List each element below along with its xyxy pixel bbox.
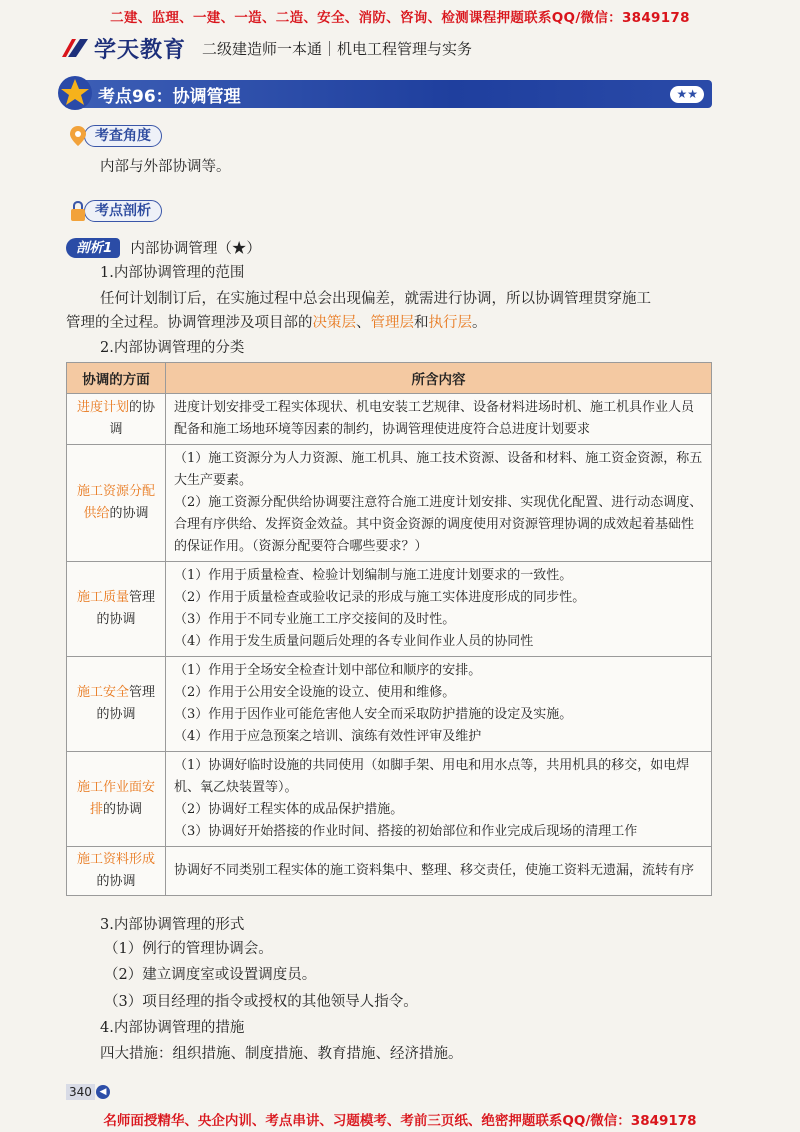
content-line: （3）作用于不同专业施工工序交接间的及时性。 [174, 612, 456, 627]
topic-bar [64, 80, 712, 108]
aspect-highlight: 施工资料形成 [76, 852, 155, 867]
content-line: 进度计划安排受工程实体现状、机电安装工艺规律、设备材料进场时机、施工机具作业人员配备和施工场地环境等因素的制约，协调管理使进度符合总进度计划要求 [174, 400, 695, 437]
form-item-2: （2）建立调度室或设置调度员。 [104, 967, 317, 983]
logo-text: 学天教育 [94, 37, 187, 63]
form-item-3: （3）项目经理的指令或授权的其他领导人指令。 [104, 994, 418, 1010]
book-title: 二级建造师一本通｜机电工程管理与实务 [202, 39, 473, 58]
content-line: （2）作用于质量检查或验收记录的形成与施工实体进度形成的同步性。 [174, 590, 586, 605]
content-cell [166, 562, 712, 657]
text: 和 [414, 315, 429, 331]
section-label: 考查角度 [84, 125, 162, 147]
content-line: （3）协调好开始搭接的作业时间、搭接的初始部位和作业完成后现场的清理工作 [174, 824, 638, 839]
analysis-heading [66, 237, 261, 258]
bottom-banner: 名师面授精华、央企内训、考点串讲、习题模考、考前三页纸、绝密押题联系QQ/微信：3849178 [103, 1113, 697, 1129]
subheading-4: 4.内部协调管理的措施 [100, 1020, 245, 1036]
header-aspect: 协调的方面 [67, 363, 166, 394]
aspect-cell [67, 394, 166, 445]
table-row [67, 445, 712, 562]
table-header-row [67, 363, 712, 394]
aspect-highlight: 施工资源分配供给 [76, 484, 155, 521]
content-cell [166, 752, 712, 847]
page-number [66, 1084, 110, 1100]
coordination-table [66, 362, 712, 896]
aspect-highlight: 施工作业面安排 [76, 780, 155, 817]
content-cell [166, 657, 712, 752]
content-cell [166, 394, 712, 445]
text: 、 [356, 315, 371, 331]
aspect-cell [67, 562, 166, 657]
paragraph-1-line2 [66, 312, 716, 334]
content-line: （4）作用于发生质量问题后处理的各专业间作业人员的协同性 [174, 634, 534, 649]
table-row [67, 752, 712, 847]
content-line: 协调好不同类别工程实体的施工资料集中、整理、移交责任，使施工资料无遗漏，流转有序 [174, 863, 695, 878]
subheading-2: 2.内部协调管理的分类 [100, 340, 245, 356]
arrow-left-icon: ◀ [96, 1085, 110, 1099]
table-row [67, 562, 712, 657]
header-content: 所含内容 [166, 363, 712, 394]
content-line: （1）作用于质量检查、检验计划编制与施工进度计划要求的一致性。 [174, 568, 573, 583]
highlight-management-layer: 管理层 [370, 315, 414, 331]
section-exam-angle [68, 125, 162, 147]
content-line: （3）作用于因作业可能危害他人安全而采取防护措施的设定及实施。 [174, 707, 573, 722]
subheading-1: 1.内部协调管理的范围 [100, 265, 245, 281]
star-badge-icon [56, 74, 94, 112]
aspect-cell [67, 847, 166, 896]
analysis-title: 内部协调管理（★） [130, 241, 261, 257]
aspect-rest: 的协调 [96, 874, 136, 889]
analysis-badge: 剖析1 [66, 238, 120, 258]
highlight-decision-layer: 决策层 [312, 315, 356, 331]
exam-angle-text: 内部与外部协调等。 [100, 159, 231, 175]
page-header [60, 30, 750, 66]
table-row [67, 394, 712, 445]
map-pin-icon [68, 125, 88, 147]
logo [60, 33, 186, 64]
aspect-rest: 的协调 [109, 400, 156, 437]
aspect-cell [67, 752, 166, 847]
text: 管理的全过程。协调管理涉及项目部的 [66, 315, 313, 331]
content-line: （1）作用于全场安全检查计划中部位和顺序的安排。 [174, 663, 482, 678]
aspect-rest: 管理的协调 [96, 590, 156, 627]
content-line: （1）协调好临时设施的共同使用（如脚手架、用电和用水点等，共用机具的移交，如电焊机、氧乙炔装置等）。 [174, 758, 690, 795]
content-line: （2）作用于公用安全设施的设立、使用和维修。 [174, 685, 456, 700]
aspect-highlight: 施工质量 [76, 590, 129, 605]
logo-mark-icon [60, 35, 90, 61]
section-label: 考点剖析 [84, 200, 162, 222]
content-line: （1）施工资源分为人力资源、施工机具、施工技术资源、设备和材料、施工资金资源，称五大生产要素。 [174, 451, 703, 488]
form-item-1: （1）例行的管理协调会。 [104, 941, 273, 957]
lock-icon [68, 200, 88, 222]
table-row [67, 657, 712, 752]
section-analysis [68, 200, 162, 222]
aspect-cell [67, 657, 166, 752]
table-row [67, 847, 712, 896]
aspect-highlight: 进度计划 [76, 400, 129, 415]
text: 。 [472, 315, 487, 331]
page-number-value: 340 [66, 1084, 95, 1100]
aspect-rest: 的协调 [103, 802, 143, 817]
topic-title: 考点96：协调管理 [98, 86, 241, 107]
top-banner: 二建、监理、一建、一造、二造、安全、消防、咨询、检测课程押题联系QQ/微信：3849178 [110, 10, 690, 26]
content-cell [166, 847, 712, 896]
measures-text: 四大措施：组织措施、制度措施、教育措施、经济措施。 [100, 1046, 463, 1062]
paragraph-1-line1: 任何计划制订后，在实施过程中总会出现偏差，就需进行协调，所以协调管理贯穿施工 [100, 291, 651, 307]
aspect-rest: 管理的协调 [96, 685, 156, 722]
content-line: （2）施工资源分配供给协调要注意符合施工进度计划安排、实现优化配置、进行动态调度、合理有序供给、发挥资金效益。其中资金资源的调度使用对资源管理协调的成效起着基础性的保证作用。（资源分配要符合哪些要求？） [174, 495, 703, 554]
content-cell [166, 445, 712, 562]
aspect-highlight: 施工安全 [76, 685, 129, 700]
aspect-cell [67, 445, 166, 562]
difficulty-stars: ★★ [670, 86, 704, 103]
table-body [67, 394, 712, 896]
highlight-execution-layer: 执行层 [428, 315, 472, 331]
aspect-rest: 的协调 [109, 506, 149, 521]
content-line: （4）作用于应急预案之培训、演练有效性评审及维护 [174, 729, 482, 744]
subheading-3: 3.内部协调管理的形式 [100, 917, 245, 933]
content-line: （2）协调好工程实体的成品保护措施。 [174, 802, 404, 817]
